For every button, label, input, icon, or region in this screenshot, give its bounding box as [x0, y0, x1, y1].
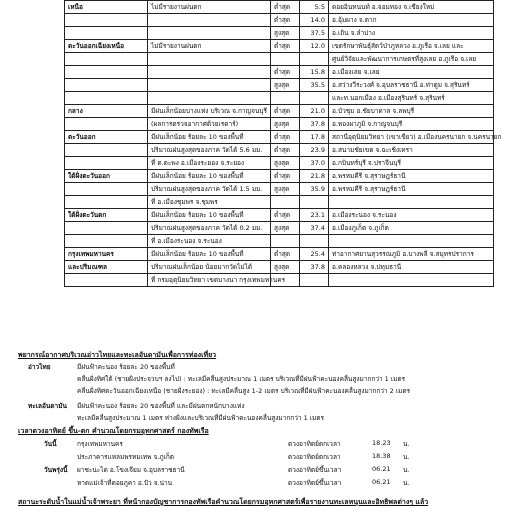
- table-cell-kind: สูงสุด: [271, 183, 300, 196]
- table-cell-region: ใต้ฝั่งตะวันออก: [65, 170, 148, 183]
- table-cell-rain: (ผลการตรวจอากาศด้วยเรดาร์): [148, 118, 271, 131]
- table-cell-loc: อ.บัวชุม อ.ชัยบาดาล จ.ลพบุรี: [329, 105, 494, 118]
- table-cell-region: [65, 79, 148, 92]
- table-cell-loc: อ.เมืองเลย จ.เลย: [329, 66, 494, 79]
- table-cell-loc: อ.สนามชัยเขต จ.ฉะเชิงเทรา: [329, 144, 494, 157]
- table-cell-loc: อ.สว่างวีระวงศ์ จ.อุบลราชธานี อ.ท่าตูม จ.สุรินทร์: [329, 79, 494, 92]
- table-cell-val: 23.1: [300, 209, 329, 222]
- table-row: [65, 53, 494, 66]
- table-cell-rain: ปริมาณฝนเล็กน้อย น้อยมากวัดไม่ได้: [148, 261, 271, 274]
- table-cell-loc: อ.พรหมคีรี จ.สุราษฎร์ธานี: [329, 170, 494, 183]
- table-cell-rain: ไม่มีรายงานฝนตก: [148, 40, 271, 53]
- table-cell-val: [300, 274, 329, 287]
- table-cell-rain: ที่ ต.ตะพง อ.เมืองระยอง จ.ระยอง: [148, 157, 271, 170]
- table-row: [65, 261, 494, 274]
- table-cell-val: 37.5: [300, 27, 329, 40]
- gulf-line: มีฝนฟ้าคะนอง ร้อยละ 20 ของพื้นที่: [77, 363, 175, 371]
- gulf-line: คลื่นฝั่งทิศตะวันออกเฉียงเหนือ (ชายฝั่งระยอง) : ทะเลมีคลื่นสูง 1-2 เมตร บริเวณที่มีฝนฟ้าคะนองคลื่นสูงมากกว่า 2 เมตร: [77, 387, 411, 395]
- table-cell-kind: สูงสุด: [271, 157, 300, 170]
- sun-place: ผาชะนะได อ.โขงเจียม จ.อุบลราชธานี: [77, 466, 185, 474]
- table-cell-kind: ต่ำสุด: [271, 131, 300, 144]
- table-cell-kind: สูงสุด: [271, 27, 300, 40]
- table-cell-val: [300, 196, 329, 209]
- table-cell-rain: มีฝนเล็กน้อย ร้อยละ 10 ของพื้นที่: [148, 170, 271, 183]
- table-cell-region: [65, 222, 148, 235]
- table-cell-loc: อ.อุ้มผาง จ.ตาก: [329, 14, 494, 27]
- sun-unit: น.: [403, 440, 410, 448]
- table-cell-kind: ต่ำสุด: [271, 14, 300, 27]
- water-level-heading: สถานะระดับน้ำในแม่น้ำเจ้าพระยา ที่หน้ากองบัญชาการกองทัพเรือคำนวณโดยกรมอุทกศาสตร์เพื่อรายงานทะเลหนุนและอิทธิพลต่างๆ แล้ว: [18, 498, 429, 506]
- andaman-line: มีฝนฟ้าคะนอง ร้อยละ 20 ของพื้นที่ และมีฝนตกหนักบางแห่ง: [77, 402, 245, 410]
- table-cell-kind: ต่ำสุด: [271, 66, 300, 79]
- table-cell-region: ตะวันออก: [65, 131, 148, 144]
- table-cell-loc: อ.คลองหลวง จ.ปทุมธานี: [329, 261, 494, 274]
- table-cell-region: [65, 144, 148, 157]
- table-cell-kind: ต่ำสุด: [271, 40, 300, 53]
- table-cell-kind: สูงสุด: [271, 118, 300, 131]
- table-cell-val: 21.8: [300, 170, 329, 183]
- gulf-label: อ่าวไทย: [28, 363, 51, 371]
- table-cell-region: กรุงเทพมหานคร: [65, 248, 148, 261]
- table-cell-region: กลาง: [65, 105, 148, 118]
- table-cell-loc: [329, 235, 494, 248]
- table-cell-val: 37.4: [300, 222, 329, 235]
- weather-summary-table: [64, 0, 502, 287]
- sun-times-title: เวลาดวงอาทิตย์ ขึ้น-ตก คำนวณโดยกรมอุทกศาสตร์ กองทัพเรือ: [18, 427, 209, 435]
- table-cell-kind: [271, 235, 300, 248]
- table-cell-kind: ต่ำสุด: [271, 1, 300, 14]
- table-row: [65, 105, 494, 118]
- sun-day: วันนี้: [44, 440, 57, 448]
- table-cell-rain: ที่ อ.เมืองระนอง จ.ระนอง: [148, 235, 271, 248]
- sun-place: กรุงเทพมหานคร: [77, 440, 123, 448]
- table-cell-loc: เขตรักษาพันธุ์สัตว์ป่าภูหลวง อ.ภูเรือ จ.เลย และ: [329, 40, 494, 53]
- table-cell-loc: สถานีอุตุนิยมวิทยา (เขาเขียว) อ.เมืองนครนายก จ.นครนายก: [329, 131, 494, 144]
- sun-row: [0, 452, 512, 464]
- table-cell-rain: มีฝนเล็กน้อย ร้อยละ 10 ของพื้นที่: [148, 131, 271, 144]
- table-row: [65, 209, 494, 222]
- table-cell-val: 15.8: [300, 66, 329, 79]
- sun-day: วันพรุ่งนี้: [44, 466, 68, 474]
- table-cell-region: [65, 66, 148, 79]
- table-row: [65, 1, 494, 14]
- table-cell-region: [65, 14, 148, 27]
- table-row: [65, 248, 494, 261]
- table-cell-loc: ท่าอากาศยานสุวรรณภูมิ อ.บางพลี จ.สมุทรปราการ: [329, 248, 494, 261]
- table-cell-rain: [148, 53, 271, 66]
- table-row: [65, 40, 494, 53]
- table-cell-region: [65, 157, 148, 170]
- sun-row: [0, 465, 512, 477]
- table-cell-loc: อ.เมืองภูเก็ต จ.ภูเก็ต: [329, 222, 494, 235]
- table-cell-rain: มีฝนเล็กน้อย ร้อยละ 10 ของพื้นที่: [148, 248, 271, 261]
- table-row: [65, 196, 494, 209]
- sun-event: ดวงอาทิตย์ตกเวลา: [288, 453, 341, 461]
- table-cell-kind: [271, 196, 300, 209]
- table-cell-loc: อ.พรหมคีรี จ.สุราษฎร์ธานี: [329, 183, 494, 196]
- sun-event: ดวงอาทิตย์ขึ้นเวลา: [288, 466, 342, 474]
- table-cell-region: ใต้ฝั่งตะวันตก: [65, 209, 148, 222]
- table-row: [65, 157, 494, 170]
- table-cell-loc: ดอยอินทนนท์ อ.จอมทอง จ.เชียงใหม่: [329, 1, 494, 14]
- table-cell-rain: [148, 92, 271, 105]
- table-cell-loc: [329, 196, 494, 209]
- table-cell-val: 23.9: [300, 144, 329, 157]
- table-cell-rain: ไม่มีรายงานฝนตก: [148, 1, 271, 14]
- table-cell-loc: อ.ทองผาภูมิ จ.กาญจนบุรี: [329, 118, 494, 131]
- table-cell-kind: ต่ำสุด: [271, 170, 300, 183]
- table-row: [65, 222, 494, 235]
- table-cell-val: 37.0: [300, 157, 329, 170]
- table-cell-kind: ต่ำสุด: [271, 144, 300, 157]
- sun-row: [0, 478, 512, 490]
- table-cell-rain: ที่ อ.เมืองชุมพร จ.ชุมพร: [148, 196, 271, 209]
- table-cell-region: [65, 27, 148, 40]
- sun-row: [0, 439, 512, 451]
- sun-event: ดวงอาทิตย์ตกเวลา: [288, 440, 341, 448]
- table-cell-loc: ศูนย์วิจัยและพัฒนาการเกษตรที่สูงเลย อ.ภูเรือ จ.เลย: [329, 53, 494, 66]
- table-cell-val: [300, 235, 329, 248]
- table-row: [65, 235, 494, 248]
- table-cell-val: 17.8: [300, 131, 329, 144]
- table-cell-kind: สูงสุด: [271, 79, 300, 92]
- table-cell-region: ตะวันออกเฉียงเหนือ: [65, 40, 148, 53]
- table-cell-kind: สูงสุด: [271, 261, 300, 274]
- table-cell-loc: อ.เถิน จ.ลำปาง: [329, 27, 494, 40]
- sun-time: 18.23: [372, 439, 391, 447]
- table-cell-val: 14.0: [300, 14, 329, 27]
- table-cell-val: 21.0: [300, 105, 329, 118]
- table-cell-rain: ปริมาณฝนสูงสุดของภาค วัดได้ 1.5 มม.: [148, 183, 271, 196]
- table-row: [65, 131, 494, 144]
- table-cell-rain: [148, 27, 271, 40]
- table-cell-rain: ปริมาณฝนสูงสุดของภาค วัดได้ 0.2 มม.: [148, 222, 271, 235]
- table-cell-region: [65, 53, 148, 66]
- table-cell-val: 25.4: [300, 248, 329, 261]
- sun-time: 06.21: [372, 478, 391, 486]
- sun-time: 18.38: [372, 452, 391, 460]
- sun-place: ประภาคารแหลมพรหมเทพ จ.ภูเก็ต: [77, 453, 175, 461]
- table-cell-rain: ปริมาณฝนสูงสุดของภาค วัดได้ 5.6 มม.: [148, 144, 271, 157]
- table-cell-loc: อ.กบินทร์บุรี จ.ปราจีนบุรี: [329, 157, 494, 170]
- sun-event: ดวงอาทิตย์ขึ้นเวลา: [288, 479, 342, 487]
- andaman-label: ทะเลอันดามัน: [28, 402, 67, 410]
- table-cell-region: [65, 274, 148, 287]
- table-cell-kind: ต่ำสุด: [271, 248, 300, 261]
- table-cell-rain: มีฝนเล็กน้อย ร้อยละ 10 ของพื้นที่: [148, 209, 271, 222]
- table-cell-region: [65, 183, 148, 196]
- sun-unit: น.: [403, 479, 410, 487]
- table-cell-kind: ต่ำสุด: [271, 209, 300, 222]
- tourism-forecast-title: พยากรณ์อากาศบริเวณอ่าวไทยและทะเลอันดามันเพื่อการท่องเที่ยว: [18, 351, 217, 359]
- table-cell-region: และปริมณฑล: [65, 261, 148, 274]
- table-row: [65, 66, 494, 79]
- table-cell-rain: [148, 66, 271, 79]
- table-row: [65, 14, 494, 27]
- table-cell-rain: มีฝนเล็กน้อยบางแห่ง บริเวณ จ.กาญจนบุรี: [148, 105, 271, 118]
- gulf-line: คลื่นฝั่งทิศใต้ (ชายฝั่งประจวบฯ ลงไป) : ทะเลมีคลื่นสูงประมาณ 1 เมตร บริเวณที่มีฝนฟ้าคะนองคลื่นสูงมากกว่า 1 เมตร: [77, 375, 406, 383]
- table-cell-region: [65, 118, 148, 131]
- sun-time: 06.21: [372, 465, 391, 473]
- table-cell-val: 12.0: [300, 40, 329, 53]
- sun-unit: น.: [403, 453, 410, 461]
- table-cell-val: 37.8: [300, 118, 329, 131]
- table-cell-loc: อ.เมืองระนอง จ.ระนอง: [329, 209, 494, 222]
- table-row: [65, 274, 494, 287]
- table-cell-region: [65, 235, 148, 248]
- table-cell-val: 35.9: [300, 183, 329, 196]
- sun-unit: น.: [403, 466, 410, 474]
- table-row: [65, 144, 494, 157]
- table-cell-kind: สูงสุด: [271, 222, 300, 235]
- table-cell-rain: ที่ กรมอุตุนิยมวิทยา เขตบางนา กรุงเทพมหานคร: [148, 274, 271, 287]
- table-cell-val: 5.5: [300, 1, 329, 14]
- table-cell-kind: [271, 92, 300, 105]
- table-cell-rain: [148, 14, 271, 27]
- table-row: [65, 170, 494, 183]
- table-cell-val: [300, 53, 329, 66]
- table-cell-region: เหนือ: [65, 1, 148, 14]
- table-cell-region: [65, 196, 148, 209]
- table-cell-region: [65, 92, 148, 105]
- table-cell-val: 37.8: [300, 261, 329, 274]
- table-cell-loc: [329, 274, 494, 287]
- table-cell-kind: [271, 53, 300, 66]
- table-cell-rain: [148, 79, 271, 92]
- table-cell-loc: และท.นอกเมือง อ.เมืองสุรินทร์ จ.สุรินทร์: [329, 92, 494, 105]
- table-cell-val: 35.5: [300, 79, 329, 92]
- andaman-line: ทะเลมีคลื่นสูงประมาณ 1 เมตร ห่างฝั่งและบริเวณที่มีฝนฟ้าคะนองคลื่นสูงมากกว่า 1 เมตร: [77, 414, 325, 422]
- table-row: [65, 79, 494, 92]
- sun-place: หาดแม่เจ้าที่ดอยภูคา อ.ปัว จ.น่าน: [77, 479, 173, 487]
- table-cell-val: [300, 92, 329, 105]
- table-row: [65, 92, 494, 105]
- table-row: [65, 118, 494, 131]
- table-cell-kind: ต่ำสุด: [271, 105, 300, 118]
- table-row: [65, 183, 494, 196]
- table-row: [65, 27, 494, 40]
